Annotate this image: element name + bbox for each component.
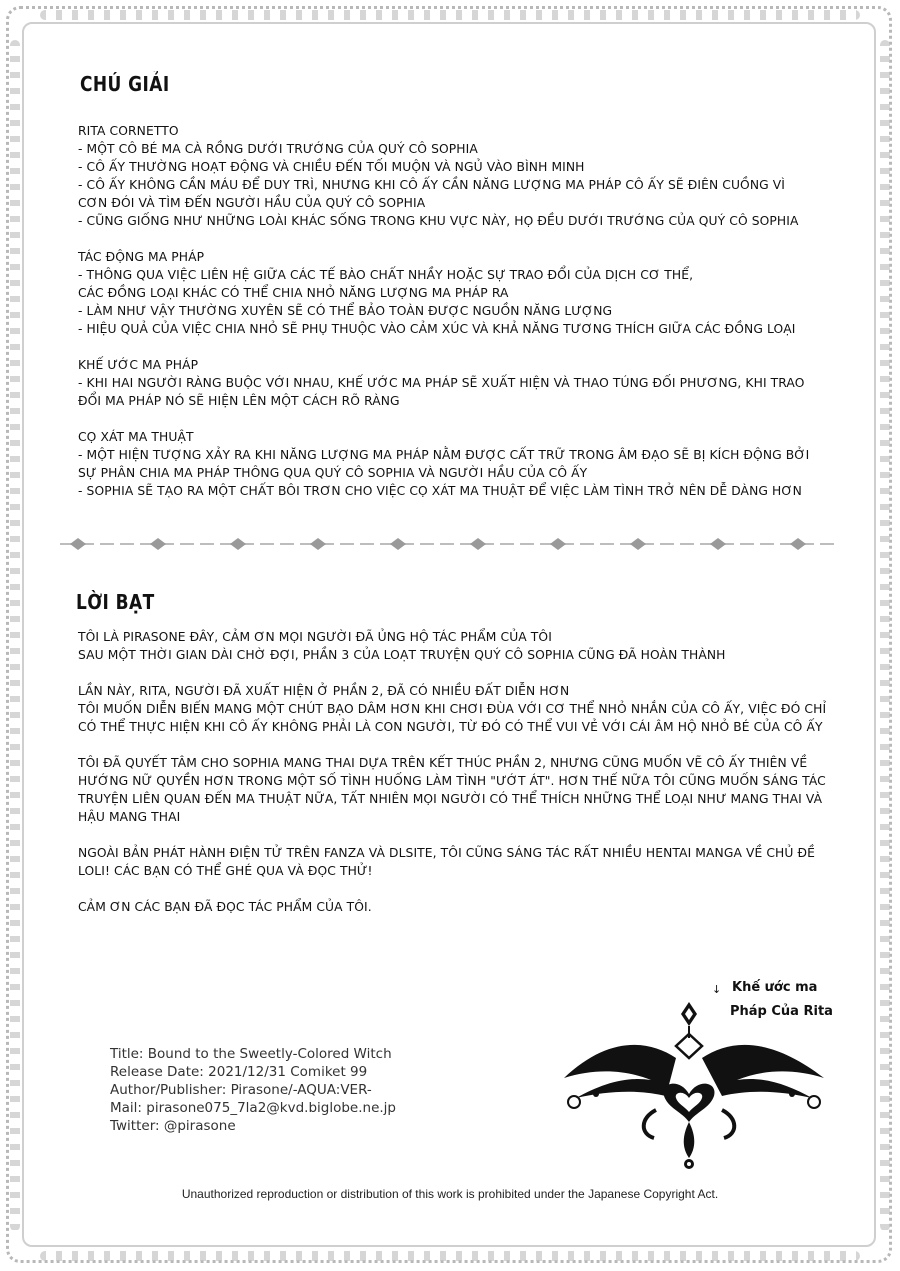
afterword-line: TÔI MUỐN DIỄN BIẾN MANG MỘT CHÚT BẠO DÂM HƠN KHI CHƠI ĐÙA VỚI CƠ THỂ NHỎ NHẮN CỦA CÔ ẤY, VIỆC ĐÓ CHỈ: [78, 702, 827, 716]
border-ornament-left: [10, 40, 20, 1231]
note-line: - CÔ ẤY THƯỜNG HOẠT ĐỘNG VÀ CHIỀU ĐẾN TỐI MUỘN VÀ NGỦ VÀO BÌNH MINH: [78, 160, 585, 174]
afterword-line: HẬU MANG THAI: [78, 810, 181, 824]
note-line: - CŨNG GIỐNG NHƯ NHỮNG LOÀI KHÁC SỐNG TRONG KHU VỰC NÀY, HỌ ĐỀU DƯỚI TRƯỚNG CỦA QUÝ CÔ SOPHIA: [78, 214, 799, 228]
afterword-line: NGOÀI BẢN PHÁT HÀNH ĐIỆN TỬ TRÊN FANZA VÀ DLSITE, TÔI CŨNG SÁNG TÁC RẤT NHIỀU HENTAI MANGA VỀ CHỦ ĐỀ: [78, 846, 816, 860]
note-line: - CÔ ẤY KHÔNG CẦN MÁU ĐỂ DUY TRÌ, NHƯNG KHI CÔ ẤY CẦN NĂNG LƯỢNG MA PHÁP CÔ ẤY SẼ ĐIÊN CUỒNG VÌ: [78, 178, 786, 192]
note-line: - LÀM NHƯ VẬY THƯỜNG XUYÊN SẼ CÓ THỂ BẢO TOÀN ĐƯỢC NGUỒN NĂNG LƯỢNG: [78, 304, 613, 318]
section-title: KHẾ ƯỚC MA PHÁP: [78, 358, 199, 372]
credit-title: Title: Bound to the Sweetly-Colored Witch: [110, 1046, 392, 1062]
notes-heading: CHÚ GIẢI: [80, 72, 170, 96]
copyright-notice: Unauthorized reproduction or distribution of this work is prohibited under the Japanese Copyright Act.: [181, 1187, 719, 1201]
afterword-line: TRUYỆN LIÊN QUAN ĐẾN MA THUẬT NỮA, TẤT NHIÊN MỌI NGƯỜI CÓ THỂ THÍCH NHỮNG THỂ LOẠI NHƯ MANG THAI VÀ: [78, 792, 823, 806]
afterword-line: CÓ THỂ THỰC HIỆN KHI CÔ ẤY KHÔNG PHẢI LÀ CON NGƯỜI, TỪ ĐÓ CÓ THỂ VUI VẺ VỚI CÁI ÂM HỘ NHỎ BÉ CỦA CÔ ẤY: [78, 720, 823, 734]
magic-seal-icon: [556, 998, 832, 1176]
note-line: CƠN ĐÓI VÀ TÌM ĐẾN NGƯỜI HẦU CỦA QUÝ CÔ SOPHIA: [78, 196, 426, 210]
note-line: - SOPHIA SẼ TẠO RA MỘT CHẤT BÔI TRƠN CHO VIỆC CỌ XÁT MA THUẬT ĐỂ VIỆC LÀM TÌNH TRỞ NÊN DỄ DÀNG HƠN: [78, 484, 802, 498]
afterword-line: TÔI LÀ PIRASONE ĐÂY, CẢM ƠN MỌI NGƯỜI ĐÃ ỦNG HỘ TÁC PHẨM CỦA TÔI: [78, 630, 552, 644]
afterword-line: LẦN NÀY, RITA, NGƯỜI ĐÃ XUẤT HIỆN Ở PHẦN 2, ĐÃ CÓ NHIỀU ĐẤT DIỄN HƠN: [78, 684, 570, 698]
afterword-line: HƯỚNG NỮ QUYỀN HƠN TRONG MỘT SỐ TÌNH HUỐNG LÀM TÌNH "ƯỚT ÁT". HƠN THẾ NỮA TÔI CŨNG MUỐN SÁNG TÁC: [78, 774, 826, 788]
border-ornament-top: [40, 10, 860, 20]
ornamental-divider: [60, 534, 840, 554]
arrow-down-icon: ↓: [712, 983, 722, 996]
note-line: - KHI HAI NGƯỜI RÀNG BUỘC VỚI NHAU, KHẾ ƯỚC MA PHÁP SẼ XUẤT HIỆN VÀ THAO TÚNG ĐỐI PHƯƠNG, KHI TRAO: [78, 376, 805, 390]
note-line: - MỘT HIỆN TƯỢNG XẢY RA KHI NĂNG LƯỢNG MA PHÁP NẰM ĐƯỢC CẤT TRỮ TRONG ÂM ĐẠO SẼ BỊ KÍCH ĐỘNG BỞI: [78, 448, 810, 462]
note-line: CÁC ĐỒNG LOẠI KHÁC CÓ THỂ CHIA NHỎ NĂNG LƯỢNG MA PHÁP RA: [78, 286, 509, 300]
afterword-line: LOLI! CÁC BẠN CÓ THỂ GHÉ QUA VÀ ĐỌC THỬ!: [78, 864, 373, 878]
credit-author: Author/Publisher: Pirasone/-AQUA:VER-: [110, 1082, 372, 1098]
border-ornament-bottom: [40, 1251, 860, 1261]
seal-caption-line1: Khế ước ma: [732, 980, 818, 995]
seal-caption-line2: Pháp Của Rita: [730, 1004, 833, 1019]
afterword-line: TÔI ĐÃ QUYẾT TÂM CHO SOPHIA MANG THAI DỰA TRÊN KẾT THÚC PHẦN 2, NHƯNG CŨNG MUỐN VẼ CÔ ẤY THIÊN VỀ: [78, 756, 808, 770]
section-title: RITA CORNETTO: [78, 124, 179, 138]
note-line: - MỘT CÔ BÉ MA CÀ RỒNG DƯỚI TRƯỚNG CỦA QUÝ CÔ SOPHIA: [78, 142, 478, 156]
afterword-line: SAU MỘT THỜI GIAN DÀI CHỜ ĐỢI, PHẦN 3 CỦA LOẠT TRUYỆN QUÝ CÔ SOPHIA CŨNG ĐÃ HOÀN THÀNH: [78, 648, 726, 662]
border-ornament-right: [880, 40, 890, 1231]
afterword-line: CẢM ƠN CÁC BẠN ĐÃ ĐỌC TÁC PHẨM CỦA TÔI.: [78, 900, 372, 914]
note-line: ĐỔI MA PHÁP NÓ SẼ HIỆN LÊN MỘT CÁCH RÕ RÀNG: [78, 394, 400, 408]
afterword-body: [78, 628, 838, 916]
credit-release-date: Release Date: 2021/12/31 Comiket 99: [110, 1064, 368, 1080]
section-title: TÁC ĐỘNG MA PHÁP: [78, 250, 205, 264]
section-title: CỌ XÁT MA THUẬT: [78, 430, 194, 444]
credits-block: [110, 1045, 396, 1135]
notes-body: [78, 122, 838, 500]
afterword-heading: LỜI BẠT: [76, 590, 155, 614]
note-line: SỰ PHÂN CHIA MA PHÁP THÔNG QUA QUÝ CÔ SOPHIA VÀ NGƯỜI HẦU CỦA CÔ ẤY: [78, 466, 588, 480]
note-line: - HIỆU QUẢ CỦA VIỆC CHIA NHỎ SẼ PHỤ THUỘC VÀO CẢM XÚC VÀ KHẢ NĂNG TƯƠNG THÍCH GIỮA CÁC ĐỒNG LOẠI: [78, 322, 796, 336]
note-line: - THÔNG QUA VIỆC LIÊN HỆ GIỮA CÁC TẾ BÀO CHẤT NHẦY HOẶC SỰ TRAO ĐỔI CỦA DỊCH CƠ THỂ,: [78, 268, 694, 282]
credit-twitter[interactable]: Twitter: @pirasone: [110, 1118, 236, 1134]
credit-mail[interactable]: Mail: pirasone075_7la2@kvd.biglobe.ne.jp: [110, 1100, 396, 1116]
